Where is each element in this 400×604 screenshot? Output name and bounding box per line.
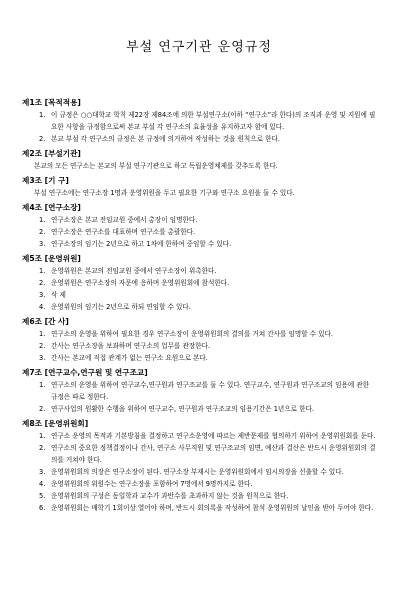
item-text: 연구소장은 연구소를 대표하며 연구소를 총괄한다. xyxy=(51,228,196,236)
item-text: 연구소장의 임기는 2년으로 하고 1차에 한하여 중임할 수 있다. xyxy=(51,240,232,248)
item-text: 연구사업의 원활한 수행을 위하여 연구교수, 연구원과 연구조교의 임용기간은 1년으로 한다. xyxy=(51,405,314,413)
item-text: 간사는 연구소장을 보좌하며 연구소의 업무를 관장한다. xyxy=(51,342,211,350)
article-text: 부설 연구소에는 연구소장 1명과 운영위원을 두고 필요한 기구와 연구소 요원을 둘 수 있다. xyxy=(34,189,295,197)
item-number: 4. xyxy=(39,480,46,488)
item-text: 운영위원회는 매학기 1회이상 열어야 하며, 반드시 회의록을 작성하여 참석 운영위원의 날인을 받아 두어야 한다. xyxy=(51,504,374,512)
article-item-list xyxy=(22,430,376,514)
article-item xyxy=(22,109,376,133)
item-number: 1. xyxy=(39,216,46,224)
article-item xyxy=(22,277,376,289)
article-item xyxy=(22,289,376,301)
item-text: 삭 제 xyxy=(51,291,66,299)
item-number: 1. xyxy=(39,432,46,440)
article-heading: 제8조 [운영위원회] xyxy=(22,419,89,428)
article-item xyxy=(22,442,376,466)
item-number: 2. xyxy=(39,444,46,452)
item-number: 2. xyxy=(39,405,46,413)
article-item xyxy=(22,328,376,340)
item-number: 3. xyxy=(39,468,46,476)
item-text: 연구소 운영의 목적과 기본방침을 결정하고 연구소운영에 따르는 제반문제를 협의하기 위하여 운영위원회를 둔다. xyxy=(51,432,376,440)
article-item xyxy=(22,430,376,442)
item-number: 2. xyxy=(39,135,46,143)
article-item xyxy=(22,379,376,403)
article-item xyxy=(22,490,376,502)
article-item-list xyxy=(22,379,376,415)
article-heading: 제5조 [운영위원] xyxy=(22,254,81,263)
item-number: 2. xyxy=(39,228,46,236)
article-section xyxy=(22,175,376,199)
item-number: 3. xyxy=(39,291,46,299)
item-text: 운영위원은 본교의 전임교원 중에서 연구소장이 위촉한다. xyxy=(51,267,217,275)
articles-container xyxy=(22,97,376,514)
article-section xyxy=(22,367,376,415)
item-number: 1. xyxy=(39,330,46,338)
article-item xyxy=(22,478,376,490)
item-number: 6. xyxy=(39,504,46,512)
item-text: 운영위원회의 의장은 연구소장이 된다. 연구소장 부재시는 운영위원회에서 임시의장을 선출할 수 있다. xyxy=(51,468,344,476)
item-text: 연구소의 운영을 위하여 연구교수,연구원과 연구조교를 둘 수 있다. 연구교수, 연구원과 연구조교의 임용에 관한 규정은 따로 정한다. xyxy=(51,381,370,401)
item-number: 3. xyxy=(39,354,46,362)
item-text: 운영위원은 연구소장의 자문에 응하며 운영위원회에 참석한다. xyxy=(51,279,230,287)
item-text: 간사는 본교에 직접 관계가 없는 연구소 요원으로 본다. xyxy=(51,354,208,362)
item-number: 2. xyxy=(39,342,46,350)
item-number: 4. xyxy=(39,303,46,311)
article-section xyxy=(22,418,376,514)
article-section xyxy=(22,253,376,313)
article-item-list xyxy=(22,328,376,364)
item-number: 1. xyxy=(39,267,46,275)
article-item xyxy=(22,133,376,145)
article-item xyxy=(22,502,376,514)
document-title: 부설 연구기관 운영규정 xyxy=(126,40,272,55)
article-item xyxy=(22,238,376,250)
item-text: 연구소의 운영을 위하여 필요한 경우 연구소장이 운영위원회의 결의를 거쳐 간사를 임명할 수 있다. xyxy=(51,330,334,338)
item-number: 5. xyxy=(39,492,46,500)
article-item xyxy=(22,340,376,352)
item-text: 이 규정은 ○○대학교 학칙 제22장 제84조에 의한 부설연구소(이하 “연구소”라 한다)의 조직과 운영 및 지원에 필요한 사항을 규정함으로써 본교 부설 각 연구소의 효율성을 유지하고자 함에 있다. xyxy=(51,111,376,131)
article-item-list xyxy=(22,109,376,145)
article-text: 본교의 모든 연구소는 본교의 부설 연구기관으로 하고 독립운영체제를 갖추도록 한다. xyxy=(34,162,278,170)
item-number: 1. xyxy=(39,111,46,119)
article-item xyxy=(22,403,376,415)
article-item xyxy=(22,466,376,478)
item-text: 운영위원의 임기는 2년으로 하되 연임할 수 있다. xyxy=(51,303,191,311)
item-number: 3. xyxy=(39,240,46,248)
article-item xyxy=(22,226,376,238)
item-number: 1. xyxy=(39,381,46,389)
article-item xyxy=(22,301,376,313)
article-heading: 제7조 [연구교수,연구원 및 연구조교] xyxy=(22,368,148,377)
article-section xyxy=(22,148,376,172)
article-item xyxy=(22,352,376,364)
article-heading: 제2조 [부설기관] xyxy=(22,149,81,158)
item-text: 연구소장은 본교 전임교원 중에서 총장이 임명한다. xyxy=(51,216,198,224)
article-section xyxy=(22,316,376,364)
article-heading: 제6조 [간 사] xyxy=(22,317,69,326)
article-item xyxy=(22,214,376,226)
article-section xyxy=(22,97,376,145)
article-heading: 제4조 [연구소장] xyxy=(22,203,81,212)
article-item xyxy=(22,265,376,277)
item-text: 운영위원회의 위원수는 연구소장을 포함하여 7명에서 9명까지로 한다. xyxy=(51,480,253,488)
article-section xyxy=(22,202,376,250)
article-heading: 제1조 [목적적용] xyxy=(22,98,81,107)
article-item-list xyxy=(22,265,376,313)
item-text: 연구소의 중요한 정책결정이나 간사, 연구소 사무직원 및 연구조교의 임면, 예산과 결산은 반드시 운영위원회의 결의를 거쳐야 한다. xyxy=(51,444,376,464)
item-text: 본교 부설 각 연구소의 규정은 본 규정에 의거하여 작성하는 것을 원칙으로 한다. xyxy=(51,135,280,143)
article-item-list xyxy=(22,214,376,250)
item-number: 2. xyxy=(39,279,46,287)
article-heading: 제3조 [기 구] xyxy=(22,176,69,185)
item-text: 운영위원회의 구성은 동일학과 교수가 과반수를 초과하지 않는 것을 원칙으로 한다. xyxy=(51,492,289,500)
